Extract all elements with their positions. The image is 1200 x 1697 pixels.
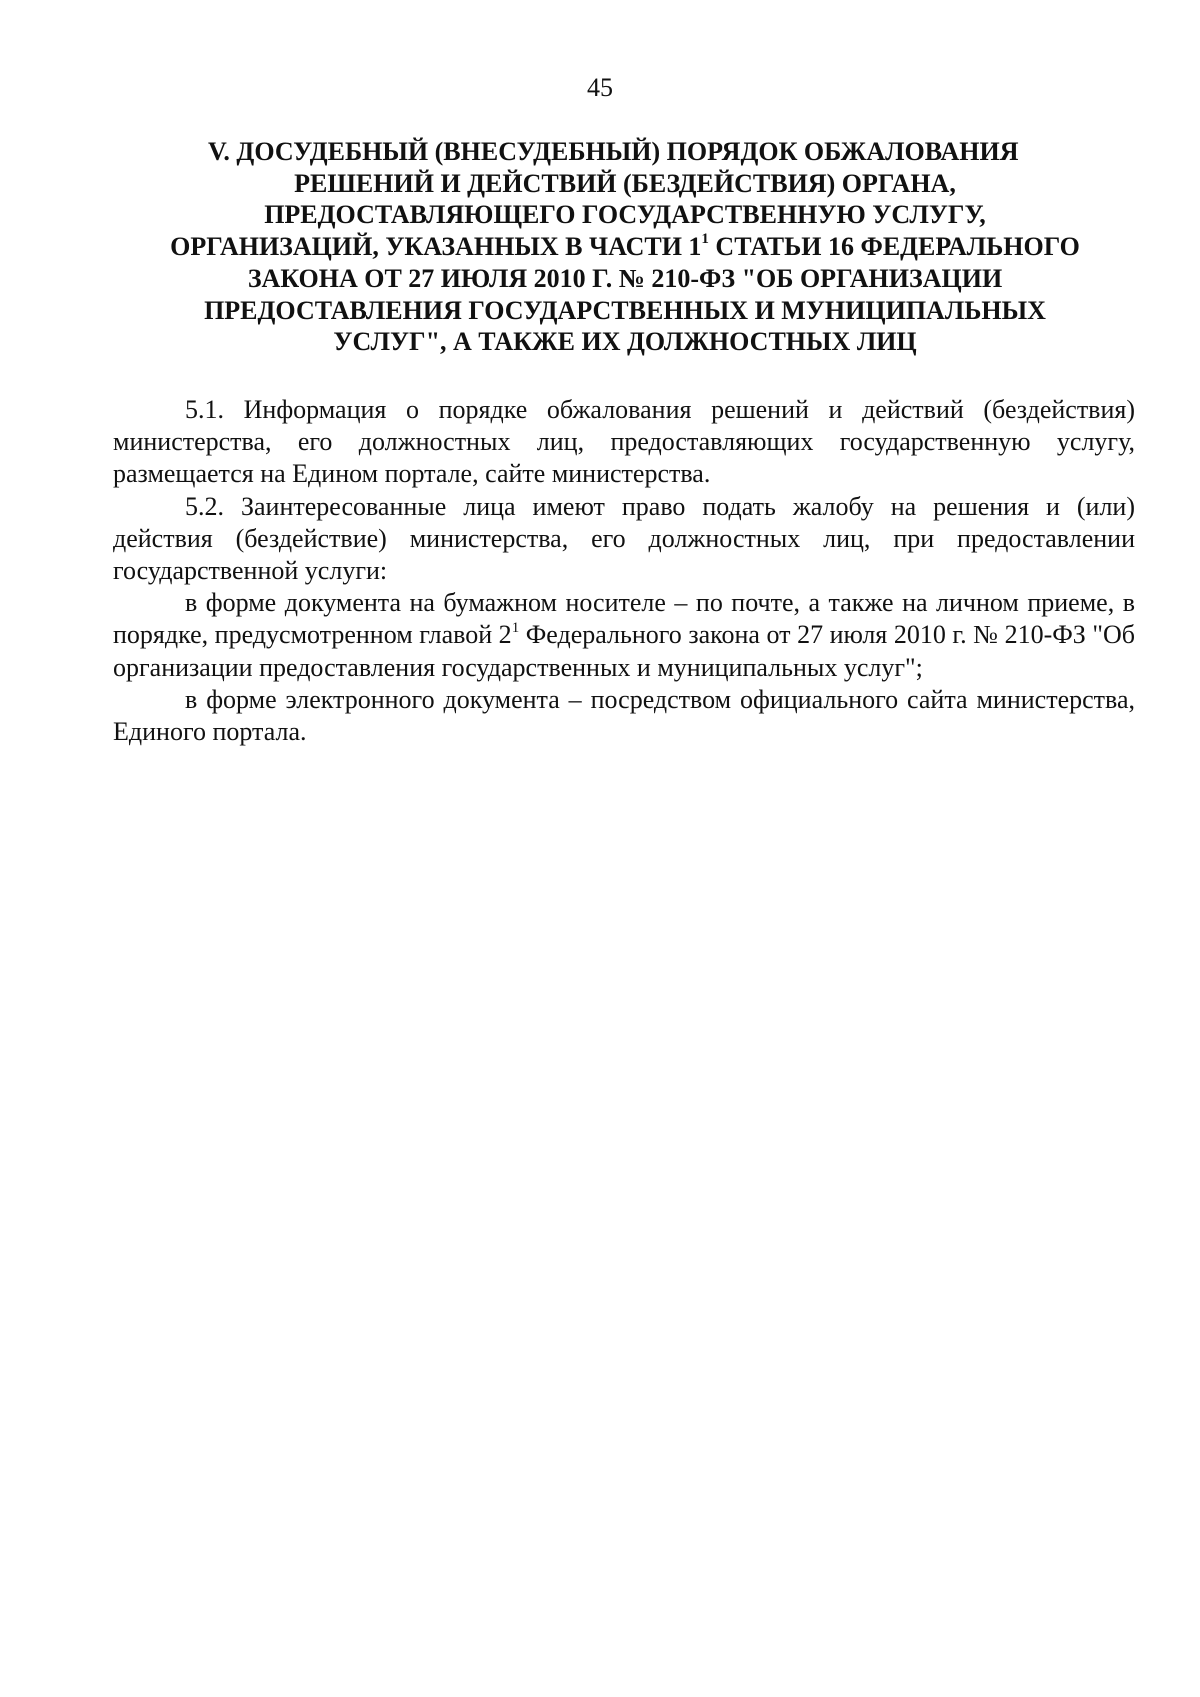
paragraph-text: в форме документа на бумажном носителе – по почте, а также на личном приеме, в порядке, предусмотренном главой 2	[113, 588, 1135, 650]
heading-text: СТАТЬИ 16 ФЕДЕРАЛЬНОГО	[708, 232, 1080, 262]
paragraph-paper-form	[113, 587, 1135, 684]
heading-text: ОРГАНИЗАЦИЙ, УКАЗАННЫХ В ЧАСТИ 1	[170, 232, 702, 262]
page-number: 45	[587, 73, 613, 102]
heading-line: V. ДОСУДЕБНЫЙ (ВНЕСУДЕБНЫЙ) ПОРЯДОК ОБЖАЛОВАНИЯ	[208, 137, 1019, 166]
heading-line: ЗАКОНА ОТ 27 ИЮЛЯ 2010 Г. № 210-ФЗ "ОБ ОРГАНИЗАЦИИ	[247, 263, 1003, 293]
heading-line-with-superscript	[110, 231, 1140, 263]
paragraph-5-1: 5.1. Информация о порядке обжалования решений и действий (бездействия) министерства, его должностных лиц, предоставляющих государственную услугу, размещается на Едином портале, сайте министерства.	[113, 395, 1135, 489]
heading-line: ПРЕДОСТАВЛЯЮЩЕГО ГОСУДАРСТВЕННУЮ УСЛУГУ,	[264, 200, 986, 230]
heading-superscript: 1	[701, 231, 709, 248]
heading-line: УСЛУГ", А ТАКЖЕ ИХ ДОЛЖНОСТНЫХ ЛИЦ	[333, 327, 917, 357]
heading-line: РЕШЕНИЙ И ДЕЙСТВИЙ (БЕЗДЕЙСТВИЯ) ОРГАНА,	[294, 168, 956, 198]
paragraph-superscript: 1	[511, 619, 520, 636]
paragraph-electronic-form: в форме электронного документа – посредством официального сайта министерства, Единого портала.	[113, 684, 1135, 747]
paragraph-5-2: 5.2. Заинтересованные лица имеют право подать жалобу на решения и (или) действия (бездействие) министерства, его должностных лиц, при предоставлении государственной услуги:	[113, 491, 1135, 586]
heading-line: ПРЕДОСТАВЛЕНИЯ ГОСУДАРСТВЕННЫХ И МУНИЦИПАЛЬНЫХ	[204, 295, 1046, 325]
section-heading	[110, 136, 1140, 358]
document-body	[113, 394, 1135, 748]
paragraph-text: Федерального закона от 27 июля 2010 г. № 210-ФЗ "Об организации предоставления государственных и муниципальных услуг";	[113, 620, 1136, 682]
